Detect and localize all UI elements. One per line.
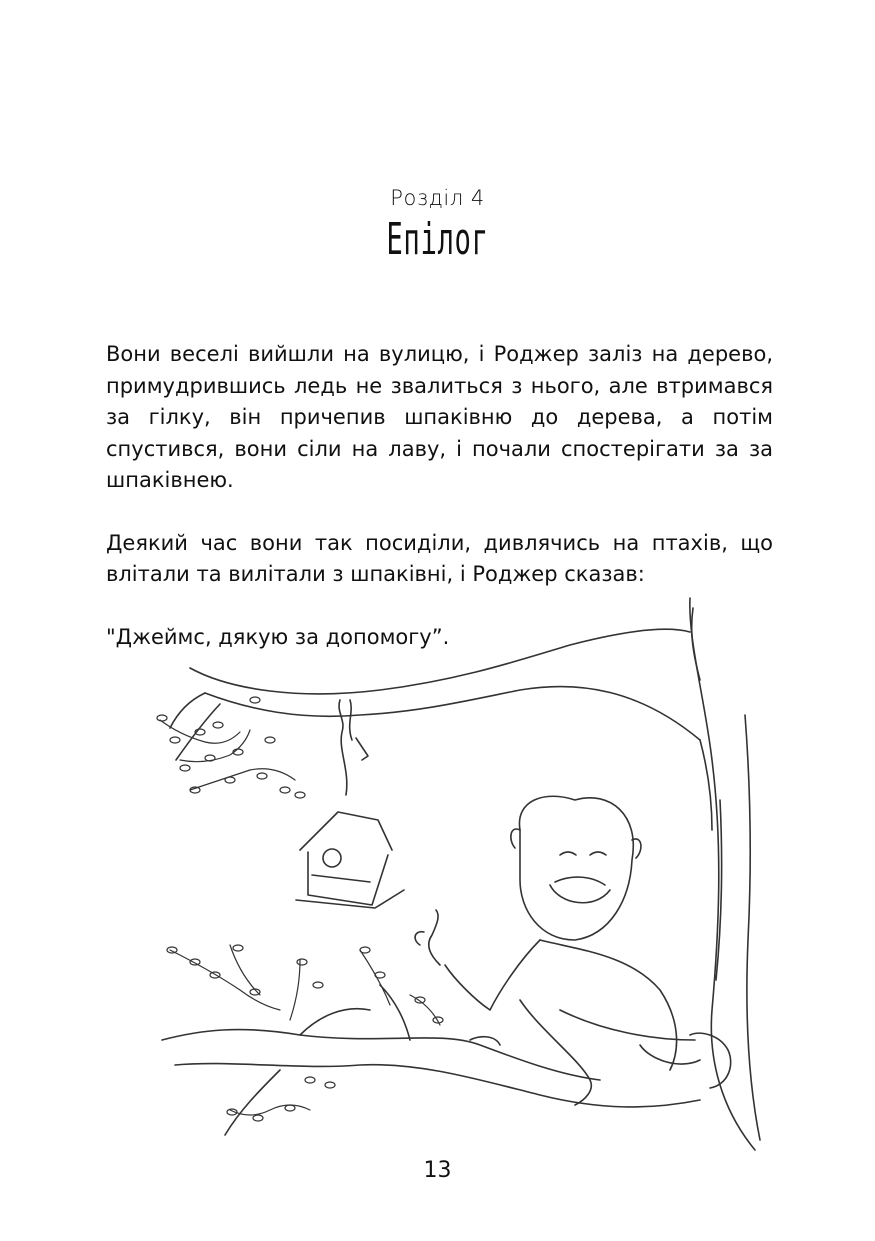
lower-branch: [162, 985, 700, 1135]
chapter-title: Епілог: [386, 214, 489, 265]
chapter-label: Розділ 4: [390, 186, 485, 210]
page-number: 13: [423, 1158, 452, 1183]
story-paragraph-2: Деякий час вони так посиділи, дивлячись на птахів, що влітали та вилітали з шпаківні, і Роджер сказав:: [106, 530, 773, 586]
story-paragraph-1: Вони веселі вийшли на вулицю, і Роджер заліз на дерево, примудрившись ледь не звалиться з нього, але втримався за гілку, він причепив шпаківню до дерева, а потім спустився, вони сіли на лаву, і почали спостерігати за за шпаківнею.: [106, 342, 773, 492]
story-text: [106, 339, 773, 684]
story-paragraph-3: "Джеймс, дякую за допомогу”.: [106, 624, 450, 649]
roger-character: [415, 796, 731, 1105]
birdhouse: [296, 700, 404, 908]
leaves-lower-left: [167, 945, 443, 1121]
